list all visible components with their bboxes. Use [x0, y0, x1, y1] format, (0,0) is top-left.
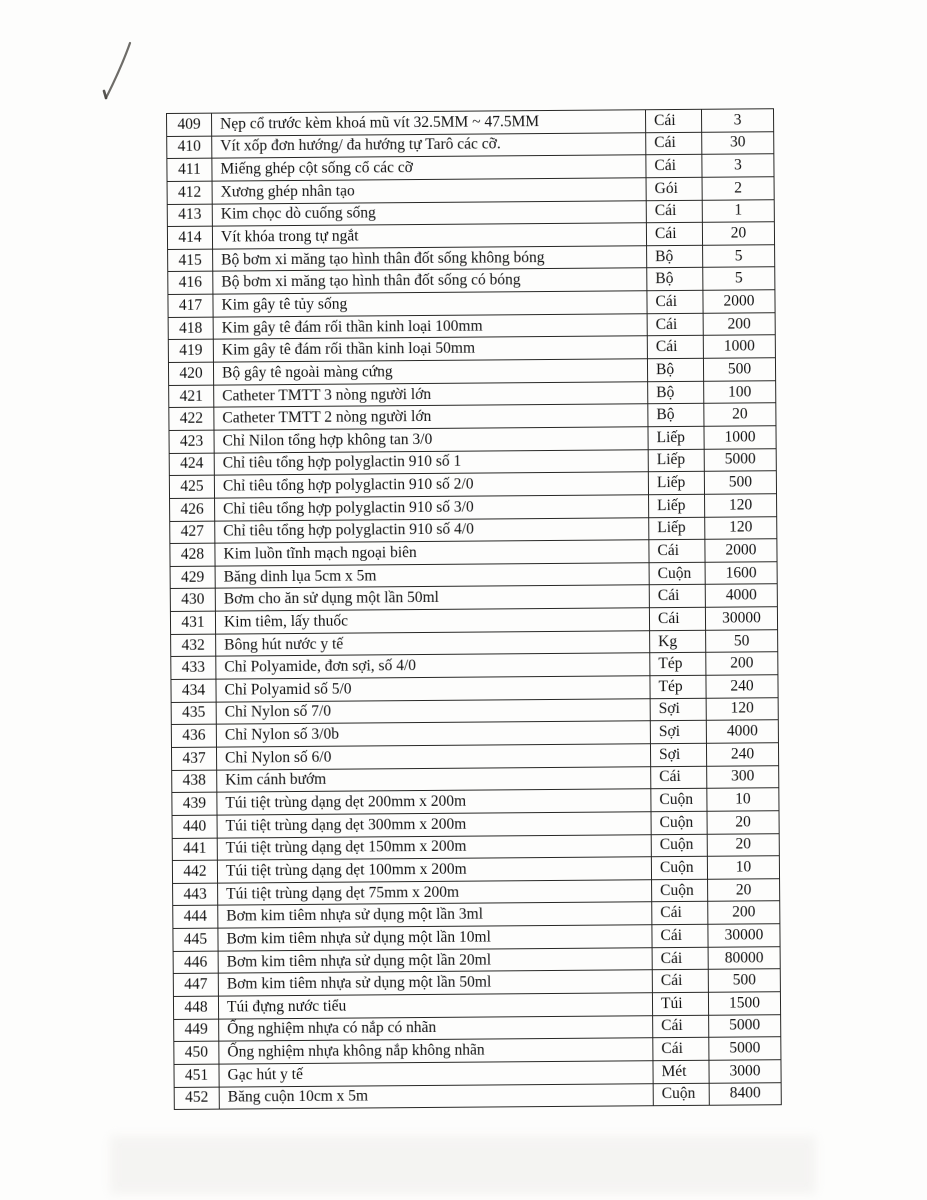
item-unit: Cái	[645, 131, 701, 154]
item-description: Kim tiêm, lấy thuốc	[215, 607, 649, 633]
item-quantity: 3	[701, 108, 773, 131]
item-quantity: 20	[707, 833, 779, 856]
item-quantity: 30000	[707, 923, 779, 946]
item-description: Chỉ Nylon số 3/0b	[216, 721, 650, 747]
row-number: 437	[171, 747, 216, 770]
item-unit: Cái	[647, 313, 703, 336]
item-unit: Cuộn	[650, 811, 706, 834]
item-description: Bông hút nước y tế	[215, 630, 649, 656]
item-unit: Cuộn	[649, 562, 705, 585]
item-description: Bơm kim tiêm nhựa sử dụng một lần 20ml	[218, 947, 652, 973]
scanner-shadow	[110, 1136, 816, 1194]
item-description: Xương ghép nhân tạo	[212, 177, 646, 203]
item-quantity: 5	[702, 244, 774, 267]
item-unit: Cái	[646, 199, 702, 222]
item-quantity: 30000	[705, 606, 777, 629]
item-quantity: 500	[708, 969, 780, 992]
row-number: 435	[171, 701, 216, 724]
item-quantity: 300	[706, 765, 778, 788]
item-description: Chỉ Polyamide, đơn sợi, số 4/0	[215, 653, 649, 679]
row-number: 428	[169, 543, 214, 566]
row-number: 452	[174, 1086, 219, 1109]
item-unit: Tép	[649, 652, 705, 675]
item-quantity: 120	[704, 493, 776, 516]
item-description: Gạc hút y tế	[218, 1060, 652, 1086]
row-number: 426	[169, 498, 214, 521]
item-quantity: 500	[703, 357, 775, 380]
item-description: Ống nghiệm nhựa có nắp có nhãn	[218, 1015, 652, 1041]
item-unit: Cái	[652, 969, 708, 992]
item-unit: Túi	[652, 992, 708, 1015]
item-unit: Cái	[648, 539, 704, 562]
row-number: 410	[166, 135, 211, 158]
item-description: Túi tiệt trùng dạng dẹt 75mm x 200m	[217, 879, 651, 905]
item-description: Túi tiệt trùng dạng dẹt 100mm x 200m	[217, 856, 651, 882]
item-unit: Cái	[652, 946, 708, 969]
item-unit: Cái	[651, 924, 707, 947]
item-quantity: 5000	[708, 1036, 780, 1059]
item-quantity: 2	[702, 176, 774, 199]
row-number: 416	[167, 271, 212, 294]
item-unit: Cuộn	[653, 1082, 709, 1105]
item-unit: Bộ	[647, 358, 703, 381]
item-unit: Sợi	[650, 697, 706, 720]
item-quantity: 5	[702, 267, 774, 290]
row-number: 419	[168, 339, 213, 362]
item-unit: Liếp	[648, 448, 704, 471]
row-number: 412	[167, 181, 212, 204]
item-quantity: 20	[707, 878, 779, 901]
item-description: Kim gây tê đám rối thần kinh loại 50mm	[213, 336, 647, 362]
item-quantity: 30	[701, 131, 773, 154]
item-description: Bộ gây tê ngoài màng cứng	[213, 358, 647, 384]
item-quantity: 4000	[705, 584, 777, 607]
item-quantity: 20	[702, 221, 774, 244]
item-quantity: 240	[706, 742, 778, 765]
row-number: 429	[170, 565, 215, 588]
row-number: 431	[170, 611, 215, 634]
item-quantity: 20	[703, 403, 775, 426]
item-description: Ống nghiệm nhựa không nắp không nhãn	[218, 1037, 652, 1063]
row-number: 417	[167, 294, 212, 317]
row-number: 420	[168, 362, 213, 385]
item-unit: Kg	[649, 630, 705, 653]
row-number: 446	[173, 950, 218, 973]
row-number: 415	[167, 248, 212, 271]
row-number: 414	[167, 226, 212, 249]
item-description: Chỉ tiêu tổng hợp polyglactin 910 số 3/0	[214, 494, 648, 520]
item-quantity: 500	[704, 470, 776, 493]
item-unit: Cuộn	[651, 879, 707, 902]
item-quantity: 20	[706, 810, 778, 833]
item-description: Kim cánh bướm	[216, 766, 650, 792]
row-number: 438	[171, 769, 216, 792]
item-description: Túi đựng nước tiểu	[218, 992, 652, 1018]
row-number: 425	[169, 475, 214, 498]
item-description: Băng cuộn 10cm x 5m	[219, 1083, 653, 1109]
item-unit: Cái	[647, 335, 703, 358]
item-unit: Cái	[646, 290, 702, 313]
row-number: 423	[168, 430, 213, 453]
item-quantity: 200	[707, 901, 779, 924]
item-unit: Tép	[649, 675, 705, 698]
item-description: Chỉ Nilon tổng hợp không tan 3/0	[213, 426, 647, 452]
item-unit: Cuộn	[651, 856, 707, 879]
item-unit: Cái	[645, 154, 701, 177]
row-number: 422	[168, 407, 213, 430]
item-unit: Cái	[646, 222, 702, 245]
item-quantity: 3000	[708, 1059, 780, 1082]
item-description: Bơm kim tiêm nhựa sử dụng một lần 3ml	[217, 902, 651, 928]
item-quantity: 1600	[705, 561, 777, 584]
item-description: Túi tiệt trùng dạng dẹt 200mm x 200m	[216, 788, 650, 814]
item-unit: Liếp	[648, 516, 704, 539]
row-number: 451	[173, 1064, 218, 1087]
item-description: Catheter TMTT 3 nòng người lớn	[213, 381, 647, 407]
row-number: 421	[168, 384, 213, 407]
row-number: 450	[173, 1041, 218, 1064]
item-unit: Liếp	[648, 471, 704, 494]
item-unit: Cái	[649, 584, 705, 607]
item-quantity: 10	[706, 787, 778, 810]
row-number: 440	[172, 814, 217, 837]
row-number: 436	[171, 724, 216, 747]
item-unit: Cái	[652, 1014, 708, 1037]
item-unit: Bộ	[647, 403, 703, 426]
supply-table-body	[166, 108, 781, 1109]
item-unit: Cái	[649, 607, 705, 630]
item-quantity: 4000	[706, 720, 778, 743]
item-description: Chỉ tiêu tổng hợp polyglactin 910 số 1	[214, 449, 648, 475]
item-unit: Cái	[650, 765, 706, 788]
row-number: 448	[173, 996, 218, 1019]
table-row	[174, 1082, 781, 1109]
row-number: 424	[169, 452, 214, 475]
item-description: Băng dinh lụa 5cm x 5m	[215, 562, 649, 588]
item-quantity: 120	[706, 697, 778, 720]
row-number: 444	[172, 905, 217, 928]
item-description: Chỉ Nylon số 6/0	[216, 743, 650, 769]
item-description: Nẹp cổ trước kèm khoá mũ vít 32.5MM ~ 47.5MM	[211, 109, 645, 135]
row-number: 442	[172, 860, 217, 883]
item-unit: Sợi	[650, 720, 706, 743]
item-unit: Liếp	[648, 494, 704, 517]
item-description: Bộ bơm xi măng tạo hình thân đốt sống không bóng	[212, 245, 646, 271]
item-description: Kim chọc dò cuống sống	[212, 200, 646, 226]
item-description: Túi tiệt trùng dạng dẹt 300mm x 200m	[217, 811, 651, 837]
item-description: Chỉ Polyamid số 5/0	[215, 675, 649, 701]
item-quantity: 5000	[704, 448, 776, 471]
supply-table	[166, 108, 782, 1110]
item-quantity: 10	[707, 855, 779, 878]
item-quantity: 100	[703, 380, 775, 403]
item-quantity: 1000	[703, 425, 775, 448]
item-description: Bơm kim tiêm nhựa sử dụng một lần 10ml	[217, 924, 651, 950]
item-quantity: 200	[705, 652, 777, 675]
item-quantity: 2000	[704, 538, 776, 561]
item-description: Kim gây tê đám rối thần kinh loại 100mm	[213, 313, 647, 339]
item-quantity: 3	[701, 154, 773, 177]
item-quantity: 80000	[708, 946, 780, 969]
item-quantity: 240	[705, 674, 777, 697]
item-description: Kim luồn tĩnh mạch ngoại biên	[214, 539, 648, 565]
row-number: 413	[167, 203, 212, 226]
item-quantity: 120	[704, 516, 776, 539]
row-number: 432	[170, 633, 215, 656]
row-number: 433	[170, 656, 215, 679]
row-number: 447	[173, 973, 218, 996]
row-number: 439	[171, 792, 216, 815]
supply-table-container	[166, 108, 782, 1110]
item-description: Vít xốp đơn hướng/ đa hướng tự Tarô các cỡ.	[211, 132, 645, 158]
item-unit: Cái	[645, 109, 701, 132]
item-quantity: 2000	[702, 289, 774, 312]
item-description: Vít khóa trong tự ngắt	[212, 222, 646, 248]
item-unit: Bộ	[646, 245, 702, 268]
item-unit: Mét	[652, 1060, 708, 1083]
item-description: Bộ bơm xi măng tạo hình thân đốt sống có bóng	[212, 268, 646, 294]
item-description: Kim gây tê tủy sống	[212, 290, 646, 316]
item-description: Chỉ Nylon số 7/0	[216, 698, 650, 724]
row-number: 445	[172, 928, 217, 951]
row-number: 418	[168, 316, 213, 339]
item-quantity: 1	[702, 199, 774, 222]
pen-mark-crease	[98, 40, 138, 106]
row-number: 411	[166, 158, 211, 181]
row-number: 449	[173, 1018, 218, 1041]
item-quantity: 5000	[708, 1014, 780, 1037]
item-quantity: 1000	[703, 335, 775, 358]
item-quantity: 50	[705, 629, 777, 652]
item-description: Bơm kim tiêm nhựa sử dụng một lần 50ml	[218, 970, 652, 996]
row-number: 409	[166, 113, 211, 136]
item-unit: Cái	[651, 901, 707, 924]
row-number: 430	[170, 588, 215, 611]
item-unit: Cuộn	[650, 788, 706, 811]
row-number: 441	[172, 837, 217, 860]
item-description: Bơm cho ăn sử dụng một lần 50ml	[215, 585, 649, 611]
item-unit: Cuộn	[651, 833, 707, 856]
row-number: 427	[169, 520, 214, 543]
item-unit: Gói	[646, 177, 702, 200]
item-description: Chỉ tiêu tổng hợp polyglactin 910 số 4/0	[214, 517, 648, 543]
row-number: 434	[170, 679, 215, 702]
item-unit: Bộ	[646, 267, 702, 290]
item-description: Túi tiệt trùng dạng dẹt 150mm x 200m	[217, 834, 651, 860]
item-unit: Sợi	[650, 743, 706, 766]
row-number: 443	[172, 882, 217, 905]
item-quantity: 8400	[709, 1082, 781, 1105]
item-unit: Bộ	[647, 380, 703, 403]
item-quantity: 1500	[708, 991, 780, 1014]
item-quantity: 200	[703, 312, 775, 335]
item-unit: Cái	[652, 1037, 708, 1060]
item-description: Catheter TMTT 2 nòng người lớn	[213, 404, 647, 430]
item-unit: Liếp	[647, 426, 703, 449]
item-description: Miếng ghép cột sống cổ các cỡ	[211, 155, 645, 181]
item-description: Chỉ tiêu tổng hợp polyglactin 910 số 2/0	[214, 471, 648, 497]
